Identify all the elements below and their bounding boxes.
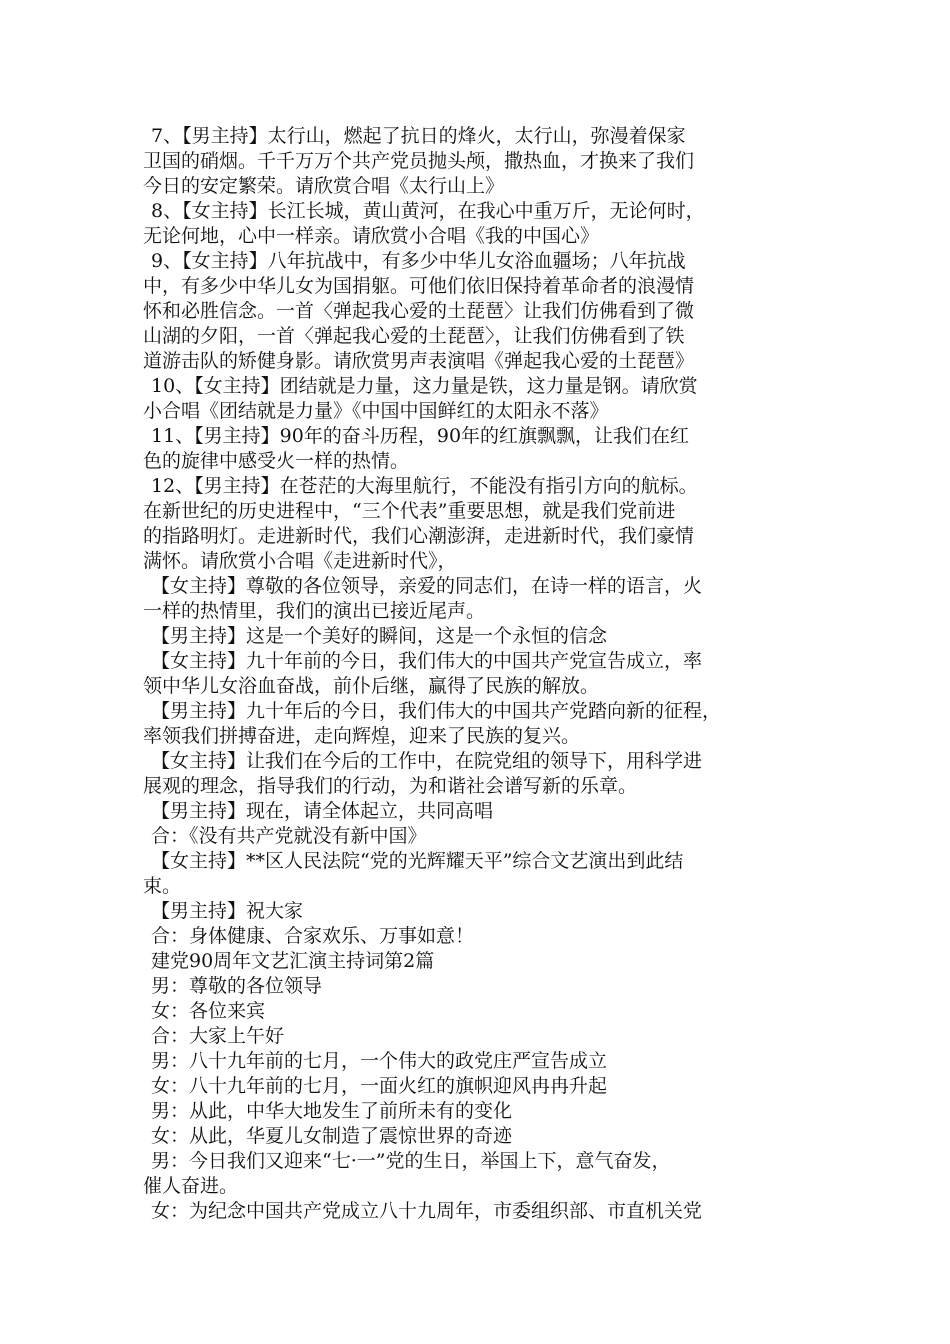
paragraph <box>143 749 811 799</box>
text-line: 在新世纪的历史进程中，“三个代表”重要思想，就是我们党前进 <box>143 500 676 522</box>
text-line: 【女主持】让我们在今后的工作中，在院党组的领导下，用科学进 <box>151 750 703 772</box>
paragraph <box>143 374 811 424</box>
text-line: 10、【女主持】团结就是力量，这力量是铁，这力量是钢。请欣赏 <box>151 375 698 397</box>
paragraph <box>143 974 811 999</box>
text-line: 率领我们拼搏奋进，走向辉煌，迎来了民族的复兴。 <box>143 725 581 747</box>
paragraph <box>143 624 811 649</box>
paragraph <box>143 1049 811 1074</box>
text-line: 建党90周年文艺汇演主持词第2篇 <box>151 950 435 972</box>
text-line: 8、【女主持】长江长城，黄山黄河，在我心中重万斤，无论何时， <box>151 200 705 222</box>
text-line: 合：《没有共产党就没有新中国》 <box>151 825 427 847</box>
text-line: 小合唱《团结就是力量》《中国中国鲜红的太阳永不落》 <box>143 400 609 422</box>
text-line: 道游击队的矫健身影。请欣赏男声表演唱《弹起我心爱的土琵琶》 <box>143 350 695 372</box>
paragraph <box>143 849 811 899</box>
text-line: 【男主持】祝大家 <box>151 900 304 922</box>
paragraph <box>143 474 811 574</box>
text-line: 【女主持】**区人民法院“党的光辉耀天平”综合文艺演出到此结 <box>151 850 684 872</box>
paragraph <box>143 799 811 824</box>
text-line: 【男主持】现在，请全体起立，共同高唱 <box>151 800 494 822</box>
paragraph <box>143 1149 811 1199</box>
text-line: 卫国的硝烟。千千万万个共产党员抛头颅，撒热血，才换来了我们 <box>143 150 695 172</box>
text-line: 12、【男主持】在苍茫的大海里航行，不能没有指引方向的航标。 <box>151 475 698 497</box>
text-line: 今日的安定繁荣。请欣赏合唱《太行山上》 <box>143 175 505 197</box>
text-line: 男：今日我们又迎来“七·一”党的生日，举国上下，意气奋发， <box>151 1150 671 1172</box>
paragraph <box>143 1124 811 1149</box>
text-line: 男：尊敬的各位领导 <box>151 975 323 997</box>
paragraph <box>143 424 811 474</box>
paragraph <box>143 124 811 199</box>
text-line: 山湖的夕阳，一首〈弹起我心爱的土琵琶〉，让我们仿佛看到了铁 <box>143 325 685 347</box>
text-line: 合：身体健康、合家欢乐、万事如意！ <box>151 925 475 947</box>
text-line: 【女主持】九十年前的今日，我们伟大的中国共产党宣告成立，率 <box>151 650 703 672</box>
text-line: 【男主持】这是一个美好的瞬间，这是一个永恒的信念 <box>151 625 608 647</box>
text-line: 色的旋律中感受火一样的热情。 <box>143 450 410 472</box>
paragraph <box>143 1024 811 1049</box>
text-line: 束。 <box>143 875 182 897</box>
paragraph <box>143 999 811 1024</box>
text-line: 中，有多少中华儿女为国捐躯。可他们依旧保持着革命者的浪漫情 <box>143 275 695 297</box>
text-line: 男：八十九年前的七月，一个伟大的政党庄严宣告成立 <box>151 1050 608 1072</box>
text-line: 男：从此，中华大地发生了前所未有的变化 <box>151 1100 513 1122</box>
text-line: 7、【男主持】太行山，燃起了抗日的烽火，太行山，弥漫着保家 <box>151 125 686 147</box>
document-body <box>143 124 811 1224</box>
paragraph <box>143 1074 811 1099</box>
text-line: 9、【女主持】八年抗战中，有多少中华儿女浴血疆场；八年抗战 <box>151 250 686 272</box>
paragraph <box>143 824 811 849</box>
text-line: 领中华儿女浴血奋战，前仆后继，赢得了民族的解放。 <box>143 675 600 697</box>
paragraph <box>143 949 811 974</box>
text-line: 的指路明灯。走进新时代，我们心潮澎湃，走进新时代，我们豪情 <box>143 525 695 547</box>
text-line: 催人奋进。 <box>143 1175 239 1197</box>
paragraph <box>143 1199 811 1224</box>
text-line: 女：为纪念中国共产党成立八十九周年，市委组织部、市直机关党 <box>151 1200 703 1222</box>
text-line: 满怀。请欣赏小合唱《走进新时代》， <box>143 550 457 572</box>
paragraph <box>143 649 811 699</box>
text-line: 【女主持】尊敬的各位领导，亲爱的同志们，在诗一样的语言，火 <box>151 575 703 597</box>
text-line: 无论何地，心中一样亲。请欣赏小合唱《我的中国心》 <box>143 225 600 247</box>
text-line: 合：大家上午好 <box>151 1025 285 1047</box>
paragraph <box>143 199 811 249</box>
text-line: 一样的热情里，我们的演出已接近尾声。 <box>143 600 486 622</box>
text-line: 11、【男主持】90年的奋斗历程，90年的红旗飘飘，让我们在红 <box>151 425 690 447</box>
paragraph <box>143 924 811 949</box>
text-line: 怀和必胜信念。一首〈弹起我心爱的土琵琶〉让我们仿佛看到了微 <box>143 300 695 322</box>
paragraph <box>143 249 811 374</box>
paragraph <box>143 1099 811 1124</box>
paragraph <box>143 899 811 924</box>
text-line: 展观的理念，指导我们的行动，为和谐社会谱写新的乐章。 <box>143 775 638 797</box>
text-line: 女：八十九年前的七月，一面火红的旗帜迎风冉冉升起 <box>151 1075 608 1097</box>
paragraph <box>143 699 811 749</box>
paragraph <box>143 574 811 624</box>
text-line: 【男主持】九十年后的今日，我们伟大的中国共产党踏向新的征程， <box>151 700 722 722</box>
text-line: 女：各位来宾 <box>151 1000 266 1022</box>
text-line: 女：从此，华夏儿女制造了震惊世界的奇迹 <box>151 1125 513 1147</box>
